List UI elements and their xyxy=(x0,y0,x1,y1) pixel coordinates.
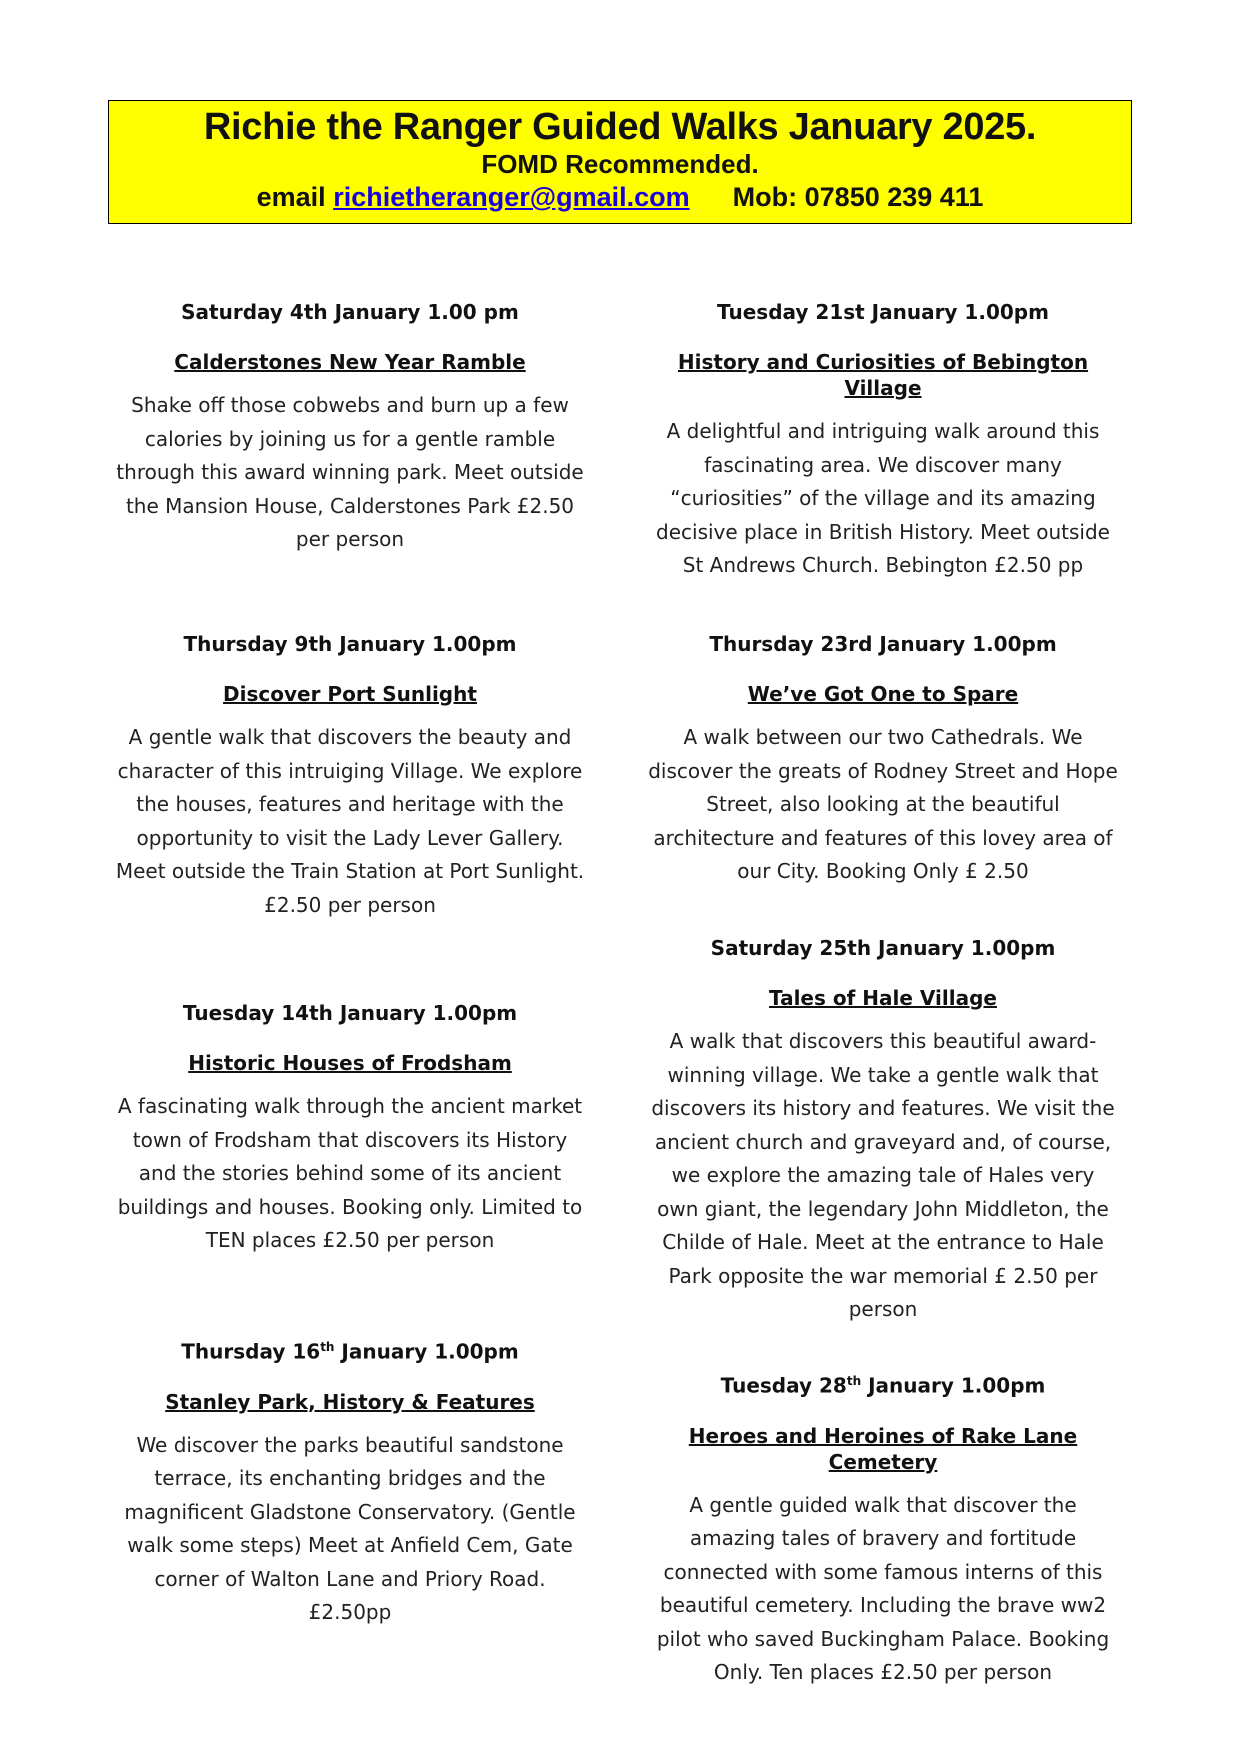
page-title: Richie the Ranger Guided Walks January 2025. xyxy=(203,106,1037,148)
event-title: Calderstones New Year Ramble xyxy=(174,350,526,374)
event-stanley-park xyxy=(115,1334,585,1630)
event-port-sunlight xyxy=(115,631,585,922)
event-date: Thursday 16th January 1.00pm xyxy=(181,1339,519,1364)
event-description: A gentle guided walk that discover the amazing tales of bravery and fortitude connected with some famous interns of this beautiful cemetery. Including the brave ww2 pilot who saved Buckingham Palace. Booking Only. Ten places £2.50 per person xyxy=(656,1492,1110,1685)
event-title: Historic Houses of Frodsham xyxy=(188,1051,512,1075)
event-title: History and Curiosities of Bebington Village xyxy=(677,350,1089,400)
event-date: Saturday 25th January 1.00pm xyxy=(710,936,1056,960)
mobile-number: Mob: 07850 239 411 xyxy=(732,182,984,212)
event-bebington xyxy=(648,299,1118,583)
event-description: Shake off those cobwebs and burn up a few calories by joining us for a gentle ramble through this award winning park. Meet outside the Mansion House, Calderstones Park £2.50 per person xyxy=(116,393,584,551)
event-title: We’ve Got One to Spare xyxy=(747,682,1019,706)
event-description: A walk between our two Cathedrals. We discover the greats of Rodney Street and Hope Street, also looking at the beautiful architecture and features of this lovey area of our City. Booking Only £ 2.50 xyxy=(648,725,1118,883)
event-date: Tuesday 28th January 1.00pm xyxy=(720,1373,1046,1398)
event-title: Heroes and Heroines of Rake Lane Cemetery xyxy=(688,1423,1078,1474)
email-label: email xyxy=(256,182,326,212)
event-hale-village xyxy=(648,935,1118,1327)
event-rake-lane xyxy=(648,1368,1118,1690)
event-title: Tales of Hale Village xyxy=(769,986,997,1010)
page-subtitle: FOMD Recommended. xyxy=(481,149,759,179)
event-date: Thursday 23rd January 1.00pm xyxy=(709,632,1057,656)
event-cathedrals xyxy=(648,631,1118,889)
event-date: Saturday 4th January 1.00 pm xyxy=(181,300,519,324)
event-date: Tuesday 14th January 1.00pm xyxy=(182,1001,518,1025)
event-title: Stanley Park, History & Features xyxy=(165,1389,535,1414)
header-banner xyxy=(108,100,1132,224)
event-date: Thursday 9th January 1.00pm xyxy=(183,632,517,656)
event-description: A gentle walk that discovers the beauty and character of this intruiging Village. We explore the houses, features and heritage with the opportunity to visit the Lady Lever Gallery. Meet outside the Train Station at Port Sunlight. £2.50 per person xyxy=(115,725,585,917)
event-frodsham xyxy=(115,1000,585,1258)
event-description: We discover the parks beautiful sandstone terrace, its enchanting bridges and the magnificent Gladstone Conservatory. (Gentle walk some steps) Meet at Anfield Cem, Gate corner of Walton Lane and Priory Road. £2.50pp xyxy=(124,1432,576,1625)
contact-line xyxy=(109,179,1131,215)
event-title: Discover Port Sunlight xyxy=(223,682,477,706)
event-description: A fascinating walk through the ancient market town of Frodsham that discovers its History and the stories behind some of its ancient buildings and houses. Booking only. Limited to TEN places £2.50 per person xyxy=(117,1094,583,1252)
event-calderstones xyxy=(115,299,585,557)
event-date: Tuesday 21st January 1.00pm xyxy=(717,300,1049,324)
event-description: A delightful and intriguing walk around this fascinating area. We discover many “curiosities” of the village and its amazing decisive place in British History. Meet outside St Andrews Church. Bebington £2.50 pp xyxy=(656,419,1110,577)
event-description: A walk that discovers this beautiful award-winning village. We take a gentle walk that discovers its history and features. We visit the ancient church and graveyard and, of course, we explore the amazing tale of Hales very own giant, the legendary John Middleton, the Childe of Hale. Meet at the entrance to Hale Park opposite the war memorial £ 2.50 per person xyxy=(651,1029,1115,1321)
email-link[interactable]: richietheranger@gmail.com xyxy=(333,182,690,212)
